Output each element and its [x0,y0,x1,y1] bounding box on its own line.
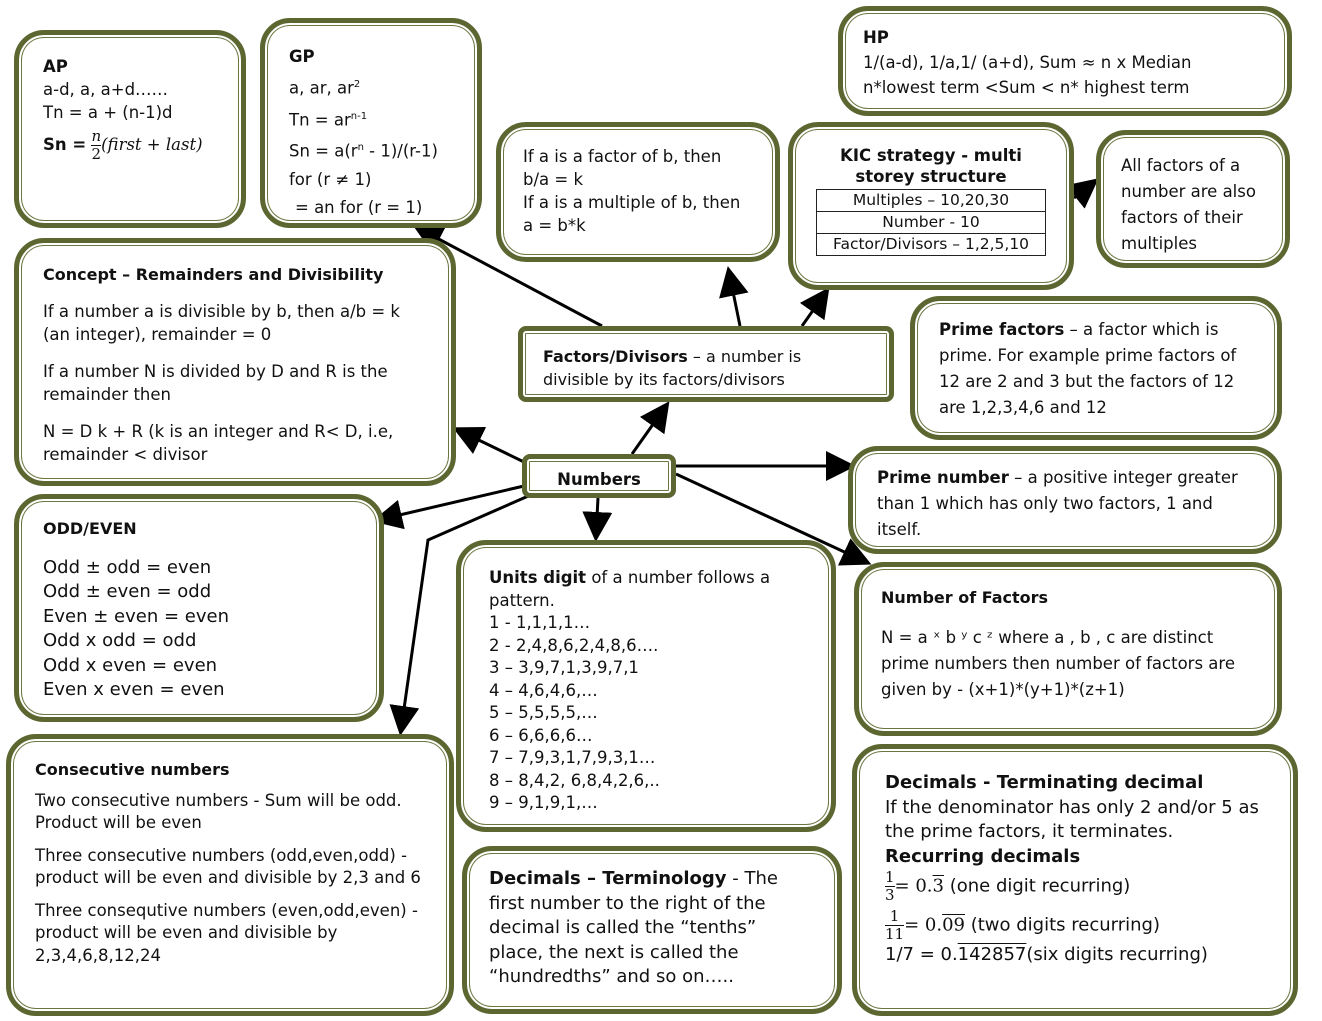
terminating-text: If the denominator has only 2 and/or 5 as the prime factors, it terminates. [885,796,1259,842]
odd-even-rule: Odd x odd = odd [43,630,197,651]
odd-even-rule: Even ± even = even [43,605,229,627]
units-digit-box [456,540,836,832]
number-of-factors-box [854,562,1282,736]
prime-number-text: Prime number – a positive integer greater than 1 which has only two factors, 1 and itself. [877,468,1238,539]
ap-box [14,30,246,228]
kic-row: Number - 10 [816,212,1045,234]
ap-terms: a-d, a, a+d…… [43,80,169,99]
kic-row: Multiples – 10,20,30 [816,190,1045,212]
number-of-factors-text: N = a ˣ b ʸ c ᶻ where a , b , c are distinct prime numbers then number of factors are given by - (x+1)*(y+1)*(z+1) [881,628,1235,699]
all-factors-box [1096,130,1290,268]
number-of-factors-title: Number of Factors [881,588,1049,607]
consecutive-box [6,734,454,1016]
prime-factors-text: Prime factors – a factor which is prime. For example prime factors of 12 are 2 and 3 but the factors of 12 are 1,2,3,4,6 and 12 [939,320,1237,417]
concept-box [14,238,456,486]
decimals-terminating-box [852,744,1298,1016]
recurring-title: Recurring decimals [885,845,1081,867]
gp-box [260,18,482,228]
numbers-node [522,454,676,498]
hp-box [838,6,1292,116]
units-digit-pattern: 8 – 8,4,2, 6,8,4,2,6,.. [489,770,660,790]
numbers-label: Numbers [557,470,641,489]
consecutive-p2: Three consecutive numbers (odd,even,odd) - product will be even and divisible by 2,3 and 6 [35,845,421,887]
factor-def-line4: a = b*k [523,216,586,235]
arrow-to-concept [458,430,524,462]
gp-tn: $Tn = ar^{n-1}$ [289,110,368,129]
consecutive-p3: Three consequtive numbers (even,odd,even) - product will be even and divisible by 2,3,4,6,8,12,24 [35,900,418,965]
ap-tn: Tn = a + (n-1)d [43,103,173,122]
hp-title: HP [863,28,889,47]
odd-even-title: ODD/EVEN [43,519,137,538]
decimals-terminology-text: Decimals – Terminology - The first number to the right of the decimal is called the “tenths” place, the next is called the “hundredths” and so on….. [489,868,778,987]
factor-def-line1: If a is a factor of b, then [523,147,722,166]
kic-row: Factor/Divisors – 1,2,5,10 [816,234,1045,256]
consecutive-title: Consecutive numbers [35,760,230,779]
arrow-to-factors-divisors [632,406,666,454]
factor-def-line2: b/a = k [523,170,584,189]
gp-terms: a, ar, $ar^2$ [289,78,361,98]
units-digit-pattern: 5 – 5,5,5,5,… [489,703,598,722]
units-digit-pattern: 4 – 4,6,4,6,… [489,680,598,700]
gp-title: GP [289,47,315,66]
kic-table [816,189,1046,256]
hp-line1: 1/(a-d), 1/a,1/ (a+d), Sum ≈ n x Median [863,53,1192,72]
units-digit-pattern: 2 - 2,4,8,6,2,4,8,6…. [489,635,659,655]
gp-r1: = an for (r = 1) [295,197,423,217]
arrow-to-factor-def [729,272,740,326]
factor-definition-box [496,122,780,262]
factors-divisors-box [518,326,894,402]
odd-even-rule: Even x even = even [43,679,225,700]
concept-p3: N = D k + R (k is an integer and R< D, i.e, remainder < divisor [43,422,394,464]
gp-sn: $Sn = a(r^n - 1)/(r-1)$ [289,141,438,161]
units-digit-pattern: 9 – 9,1,9,1,… [489,793,598,812]
prime-factors-box [910,296,1282,440]
arrow-to-kic [802,292,826,326]
units-digit-pattern: 6 – 6,6,6,6… [489,725,593,745]
recurring-example-3: 1/7 = 0.142857(six digits recurring) [885,944,1208,965]
units-digit-pattern: 7 – 7,9,3,1,7,9,3,1… [489,748,656,767]
concept-p1: If a number a is divisible by b, then a/b = k (an integer), remainder = 0 [43,302,400,344]
decimals-terminology-box [462,846,842,1014]
odd-even-rule: Odd x even = even [43,654,218,676]
odd-even-rule: Odd ± even = odd [43,581,212,602]
consecutive-p1: Two consecutive numbers - Sum will be odd. Product will be even [35,790,402,832]
arrow-to-all-factors [1074,182,1094,198]
recurring-example-1: $\frac{1}{3}$ = 0.3 (one digit recurring) [885,868,1131,904]
ap-title: AP [43,57,68,76]
factors-divisors-text: Factors/Divisors – a number is divisible by its factors/divisors [543,347,802,389]
units-digit-pattern: 1 - 1,1,1,1… [489,613,591,632]
arrow-to-odd-even [378,486,524,520]
kic-title: KIC strategy - multi storey structure [840,146,1022,186]
kic-box [788,122,1074,290]
factor-def-line3: If a is a multiple of b, then [523,193,741,212]
odd-even-rule: Odd ± odd = even [43,556,212,578]
ap-sn: Sn = $\frac{n}{2}$ (first + last) [43,127,203,163]
prime-number-box [848,446,1282,554]
units-digit-intro: Units digit of a number follows a pattern. [489,568,771,610]
all-factors-text: All factors of a number are also factors of their multiples [1121,156,1256,253]
units-digit-pattern: 3 – 3,9,7,1,3,9,7,1 [489,658,639,677]
arrow-to-units-digit [596,498,598,536]
odd-even-box [14,494,384,722]
concept-title: Concept – Remainders and Divisibility [43,265,384,284]
hp-line2: n*lowest term <Sum < n* highest term [863,78,1190,97]
gp-condition: for (r ≠ 1) [289,169,372,189]
recurring-example-2: $\frac{1}{11}$ = 0.09 (two digits recurring) [885,907,1160,943]
terminating-title: Decimals - Terminating decimal [885,772,1204,793]
concept-p2: If a number N is divided by D and R is the remainder then [43,362,388,404]
